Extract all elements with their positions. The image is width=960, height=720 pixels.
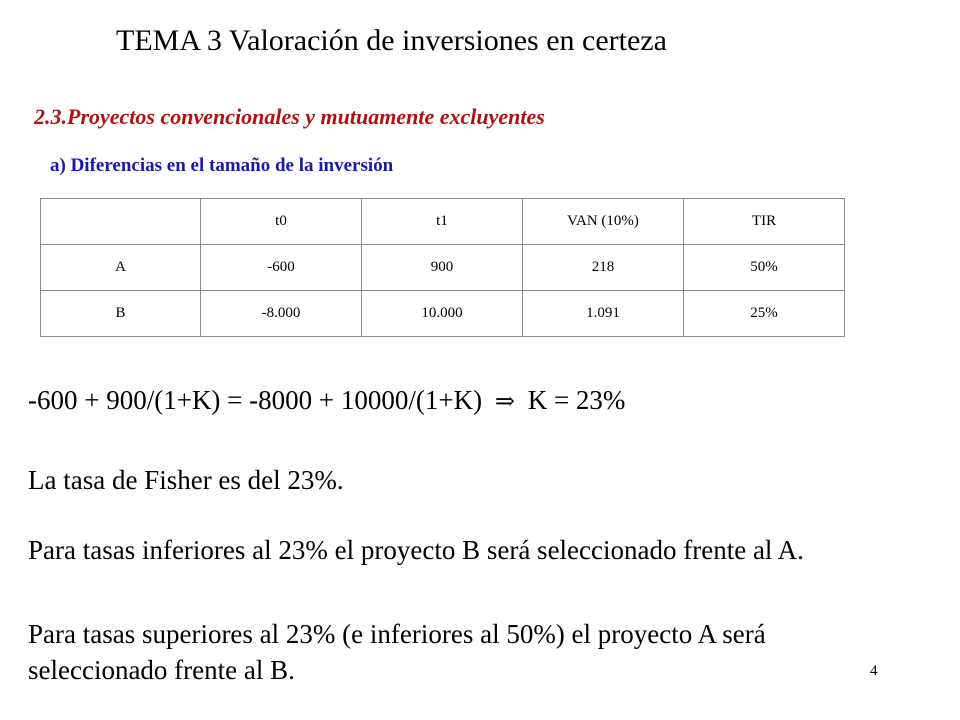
investment-table <box>40 198 845 337</box>
slide-title: TEMA 3 Valoración de inversiones en certeza <box>116 24 667 57</box>
table-header-cell: TIR <box>684 199 845 245</box>
table-cell: 50% <box>684 245 845 291</box>
table-cell: A <box>41 245 201 291</box>
higher-rates-paragraph <box>28 616 766 688</box>
implies-arrow-icon: ⇒ <box>494 389 515 415</box>
table-cell: 218 <box>523 245 684 291</box>
table-header-cell: t0 <box>201 199 362 245</box>
equation-left: -600 + 900/(1+K) = -8000 + 10000/(1+K) <box>28 385 483 415</box>
table-cell: 25% <box>684 291 845 337</box>
higher-rates-line-1: Para tasas superiores al 23% (e inferiores al 50%) el proyecto A será <box>28 619 766 649</box>
table-header-cell: t1 <box>362 199 523 245</box>
table-cell: -600 <box>201 245 362 291</box>
lower-rates-paragraph: Para tasas inferiores al 23% el proyecto B será seleccionado frente al A. <box>28 535 804 565</box>
page-number: 4 <box>870 663 878 679</box>
higher-rates-line-2: seleccionado frente al B. <box>28 655 295 685</box>
table-cell: 10.000 <box>362 291 523 337</box>
section-heading: 2.3.Proyectos convencionales y mutuamente excluyentes <box>34 104 545 129</box>
table-cell: 900 <box>362 245 523 291</box>
table-row <box>41 291 845 337</box>
table-cell: -8.000 <box>201 291 362 337</box>
table-row <box>41 245 845 291</box>
fisher-rate-statement: La tasa de Fisher es del 23%. <box>28 465 344 495</box>
fisher-equation <box>28 385 625 416</box>
subsection-heading: a) Diferencias en el tamaño de la inversión <box>50 155 394 176</box>
table-header-cell <box>41 199 201 245</box>
table-cell: B <box>41 291 201 337</box>
table-header-row <box>41 199 845 245</box>
table-cell: 1.091 <box>523 291 684 337</box>
equation-right: K = 23% <box>527 385 626 415</box>
table-header-cell: VAN (10%) <box>523 199 684 245</box>
